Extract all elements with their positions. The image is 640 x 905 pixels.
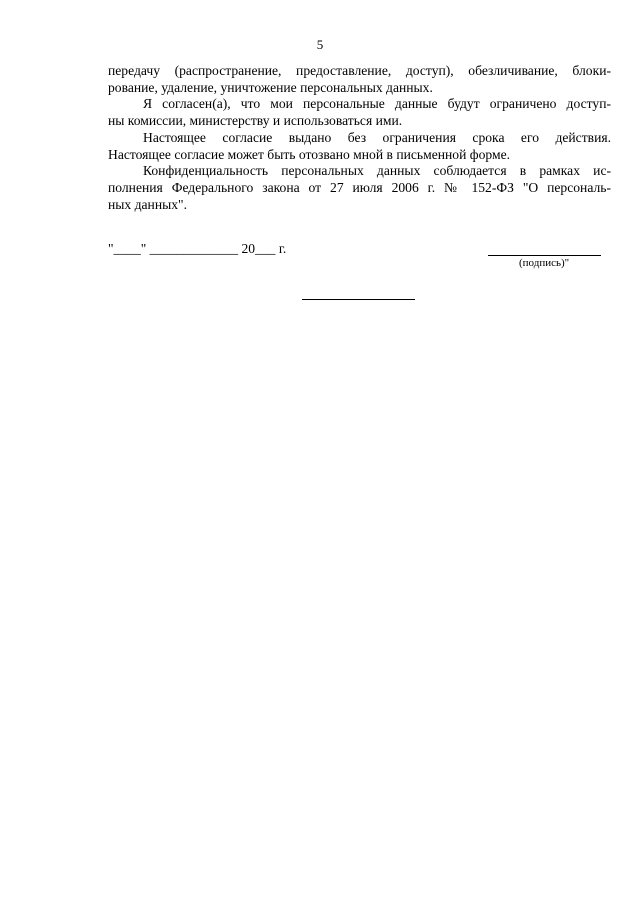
text-line: ны комиссии, министерству и использоваться ими.	[108, 113, 403, 129]
text-line: полнения Федерального закона от 27 июля 2006 г. № 152-ФЗ "О персональ-	[108, 179, 611, 195]
text-line: Конфиденциальность персональных данных соблюдается в рамках ис-	[143, 163, 611, 179]
text-line: ных данных".	[108, 196, 187, 212]
section-divider	[302, 299, 415, 300]
date-line: "____" _____________ 20___ г.	[108, 241, 287, 256]
text-line: Я согласен(а), что мои персональные данные будут ограничено доступ-	[143, 96, 611, 112]
document-body	[108, 63, 611, 213]
paragraph-processing-actions	[108, 63, 611, 96]
paragraph-consent-access	[108, 96, 611, 129]
text-line: Настоящее согласие выдано без ограничения срока его действия.	[143, 129, 611, 145]
text-line: передачу (распространение, предоставление, доступ), обезличивание, блоки-	[108, 63, 611, 78]
text-line: Настоящее согласие может быть отозвано мной в письменной форме.	[108, 146, 510, 162]
signature-caption: (подпись)"	[519, 257, 570, 269]
text-line: рование, удаление, уничтожение персональных данных.	[108, 79, 433, 95]
page-number: 5	[316, 37, 324, 52]
signature-line	[488, 255, 601, 256]
paragraph-confidentiality	[108, 163, 611, 213]
signature-block	[108, 241, 611, 281]
paragraph-consent-validity	[108, 130, 611, 163]
